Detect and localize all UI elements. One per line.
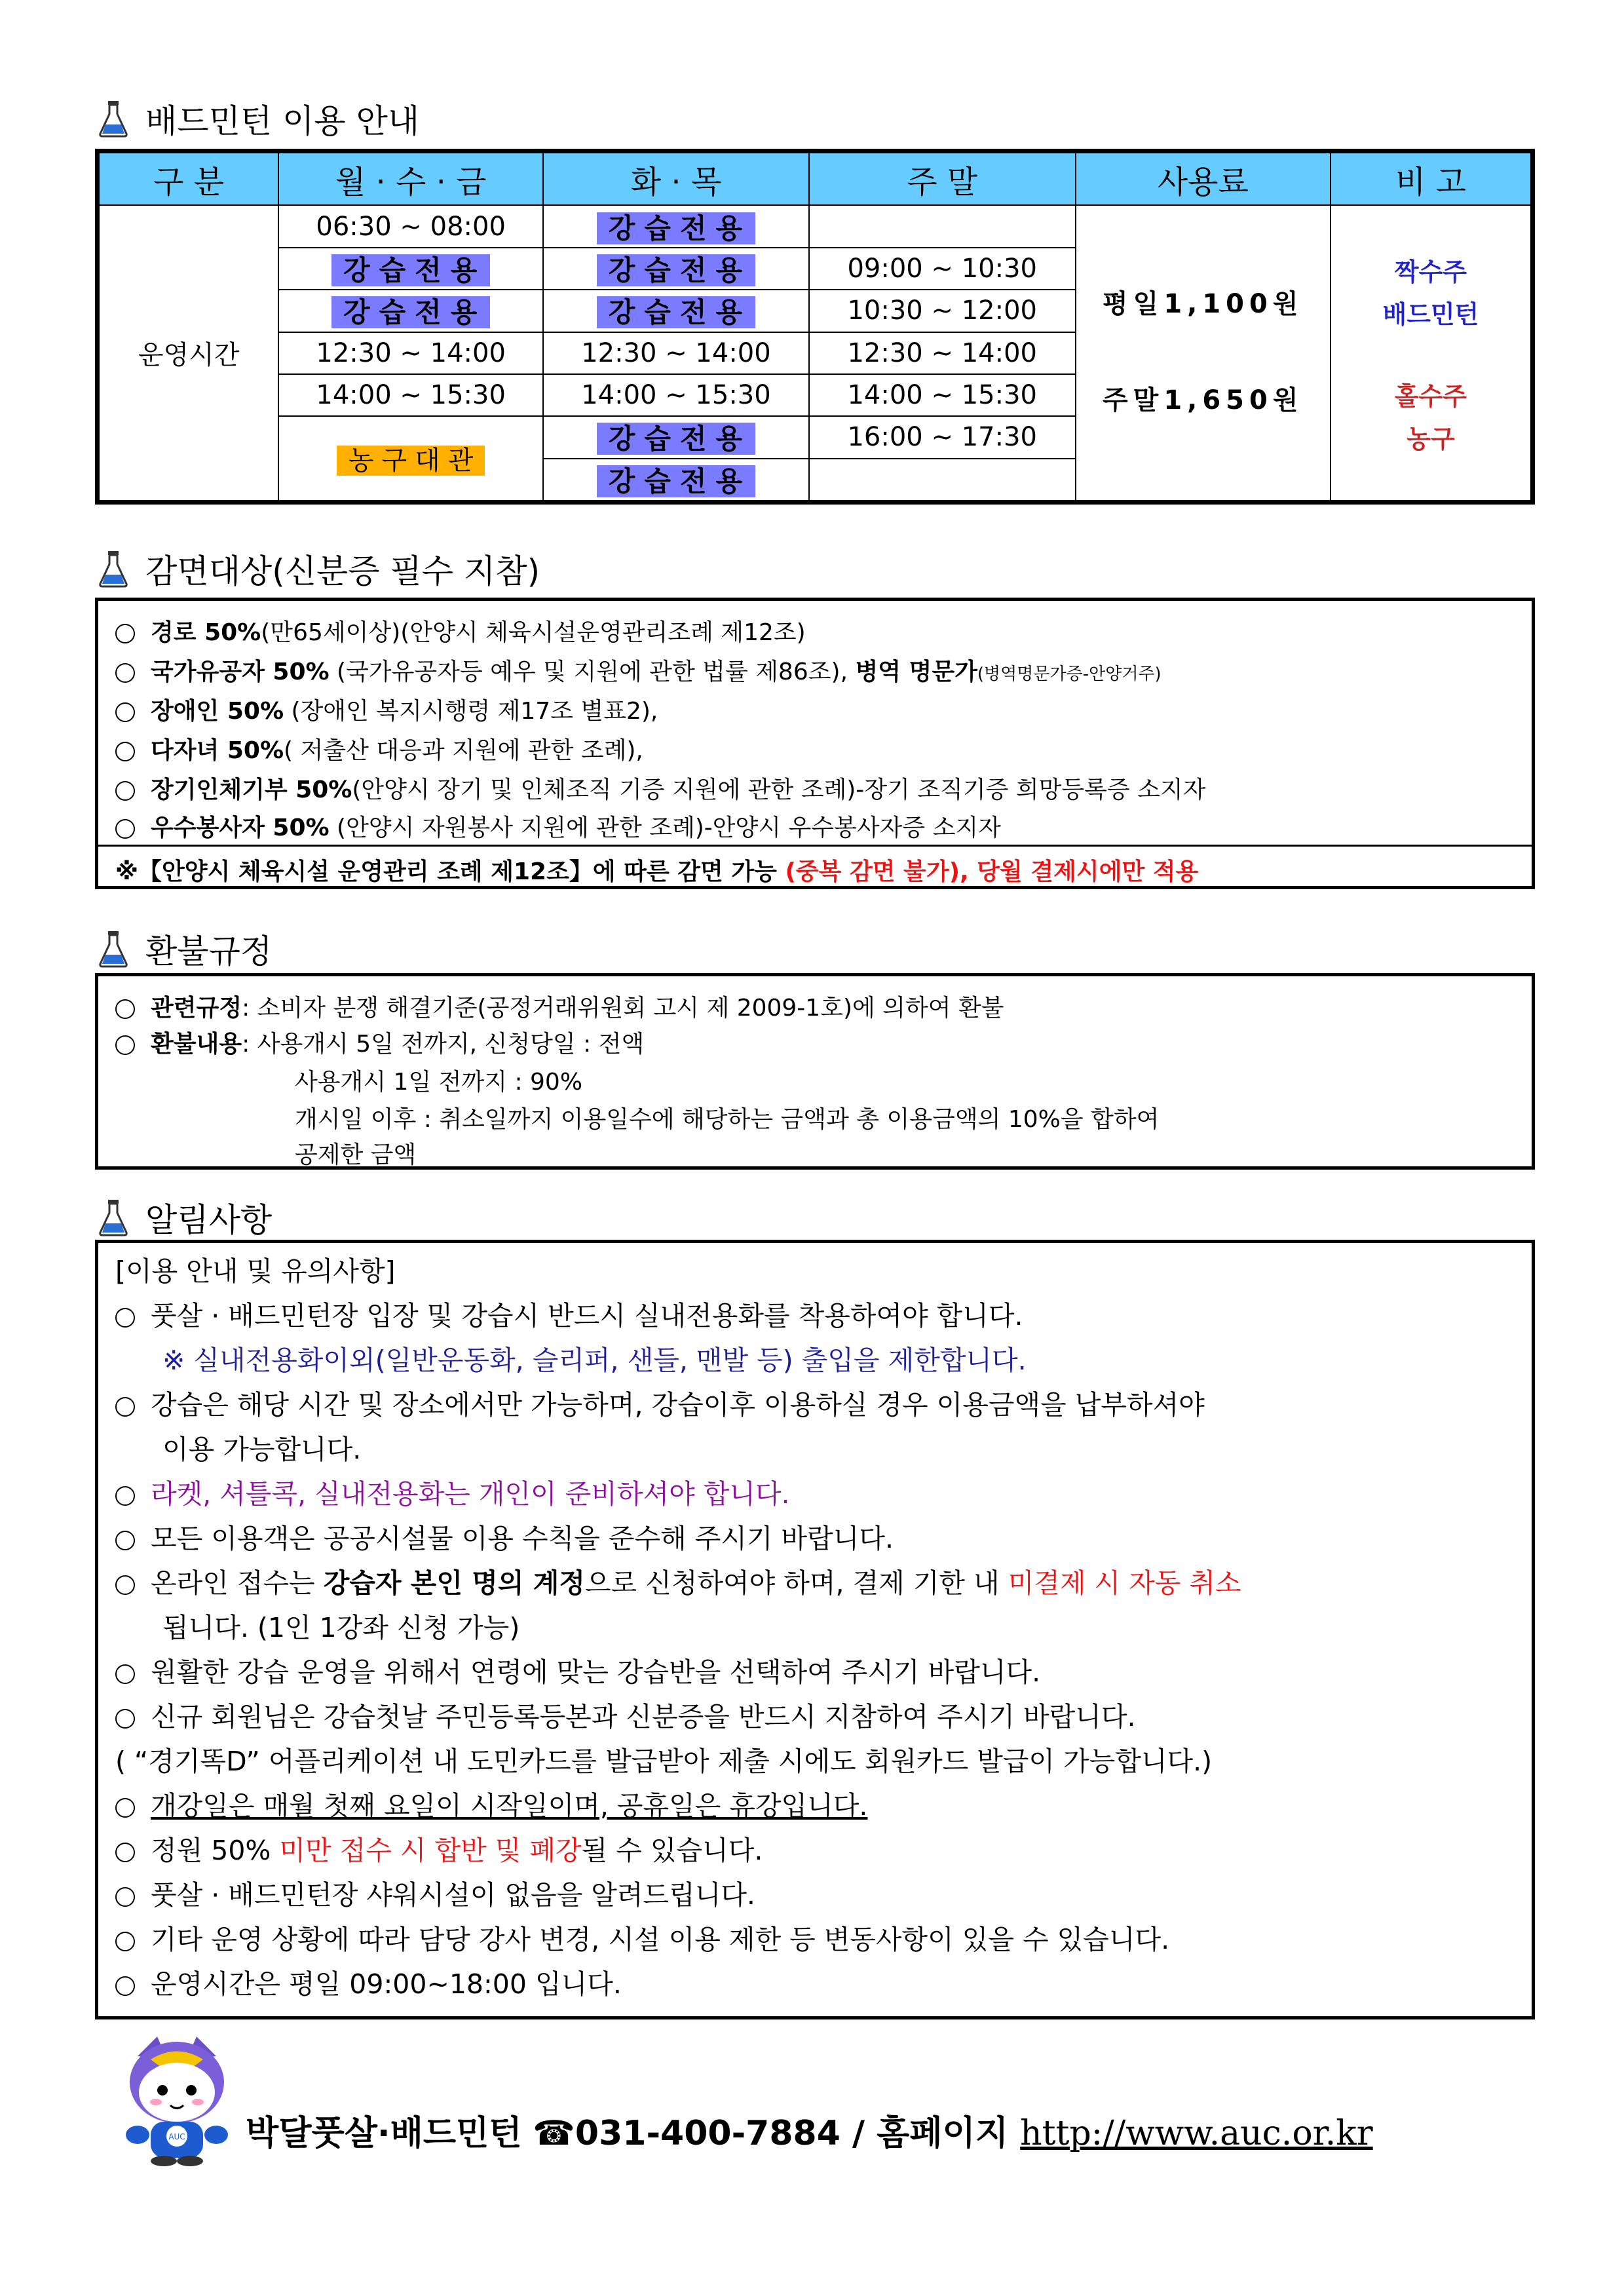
section-title-refund: 환불규정 — [98, 925, 272, 972]
lesson-only-badge: 강습전용 — [597, 465, 755, 497]
discount-footer: ※【안양시 체육시설 운영관리 조례 제12조】에 따른 감면 가능 (중복 감면 불가), 당월 결제시에만 적용 — [115, 858, 1199, 885]
refund-line: 개시일 이후 : 취소일까지 이용일수에 해당하는 금액과 총 이용금액의 10%을 합하여 — [295, 1106, 1160, 1133]
weekend-slot — [809, 459, 1076, 501]
section-title-usage: 배드민턴 이용 안내 — [98, 95, 419, 142]
notice-item: 운영시간은 평일 09:00~18:00 입니다. — [115, 1962, 622, 2001]
discount-box — [95, 598, 1535, 889]
discount-item: 장기인체기부 50%(안양시 장기 및 인체조직 기증 지원에 관한 조례)-장기 조직기증 희망등록증 소지자 — [115, 771, 1205, 805]
refund-content: 환불내용: 사용개시 5일 전까지, 신청당일 : 전액 — [115, 1025, 644, 1059]
fee-cell — [1076, 205, 1331, 501]
weekend-slot — [809, 205, 1076, 247]
circle-bullet-icon — [115, 999, 135, 1019]
weekend-slot: 09:00 ~ 10:30 — [809, 248, 1076, 290]
homepage-label: / 홈페이지 — [840, 2114, 1021, 2153]
circle-bullet-icon — [115, 781, 135, 801]
homepage-link[interactable]: http://www.auc.or.kr — [1020, 2114, 1373, 2153]
mwf-slot: 06:30 ~ 08:00 — [278, 205, 543, 247]
mascot-image — [111, 2030, 242, 2168]
tt-slot — [543, 205, 809, 247]
notice-item: 모든 이용객은 공공시설물 이용 수칙을 준수해 주시기 바랍니다. — [115, 1517, 894, 1556]
basketball-rental-badge: 농구대관 — [337, 446, 485, 476]
circle-bullet-icon — [115, 1575, 135, 1595]
weekend-slot: 10:30 ~ 12:00 — [809, 290, 1076, 332]
notice-box — [95, 1240, 1535, 2019]
circle-bullet-icon — [115, 1843, 135, 1862]
mwf-slot: 14:00 ~ 15:30 — [278, 374, 543, 416]
discount-item: 우수봉사자 50% (안양시 자원봉사 지원에 관한 조례)-안양시 우수봉사자증 소지자 — [115, 809, 1001, 843]
refund-rule: 관련규정: 소비자 분쟁 해결기준(공정거래위원회 고시 제 2009-1호)에 의하여 환불 — [115, 989, 1004, 1023]
discount-item: 장애인 50% (장애인 복지시행령 제17조 별표2), — [115, 693, 658, 726]
lesson-only-badge: 강습전용 — [331, 254, 490, 286]
schedule-table — [98, 152, 1532, 501]
notice-item: 원활한 강습 운영을 위해서 연령에 맞는 강습반을 선택하여 주시기 바랍니다. — [115, 1651, 1040, 1689]
circle-bullet-icon — [115, 1397, 135, 1417]
circle-bullet-icon — [115, 742, 135, 761]
weekend-slot: 16:00 ~ 17:30 — [809, 416, 1076, 458]
circle-bullet-icon — [115, 1932, 135, 1951]
circle-bullet-icon — [115, 1976, 135, 1996]
header-note: 비 고 — [1331, 153, 1531, 205]
fee-weekday: 평일1,100원 — [1103, 288, 1304, 319]
schedule-table-box — [95, 149, 1535, 505]
circle-bullet-icon — [115, 1035, 135, 1055]
row-label: 운영시간 — [99, 205, 278, 501]
mwf-slot: 12:30 ~ 14:00 — [278, 332, 543, 374]
discount-item: 경로 50%(만65세이상)(안양시 체육시설운영관리조례 제12조) — [115, 614, 806, 647]
section-title-notice: 알림사항 — [98, 1194, 272, 1241]
discount-item: 국가유공자 50% (국가유공자등 예우 및 지원에 관한 법률 제86조), 병역 명문가(병역명문가증-안양거주) — [115, 653, 1161, 687]
fee-weekend: 주말1,650원 — [1103, 385, 1304, 415]
circle-bullet-icon — [115, 1664, 135, 1684]
notice-item: 신규 회원님은 강습첫날 주민등록등본과 신분증을 반드시 지참하여 주시기 바랍니다. — [115, 1695, 1136, 1734]
circle-bullet-icon — [115, 1531, 135, 1550]
section-title-discount: 감면대상(신분증 필수 지참) — [98, 545, 540, 592]
circle-bullet-icon — [115, 663, 135, 683]
phone-number: ☎031-400-7884 — [533, 2114, 840, 2153]
notice-item: 강습은 해당 시간 및 장소에서만 가능하며, 강습이후 이용하실 경우 이용금액을 납부하셔야 — [115, 1383, 1205, 1422]
notice-item: 온라인 접수는 강습자 본인 명의 계정으로 신청하여야 하며, 결제 기한 내 미결제 시 자동 취소 — [115, 1561, 1241, 1600]
circle-bullet-icon — [115, 1798, 135, 1818]
flask-icon — [98, 550, 128, 588]
header-category: 구 분 — [99, 153, 278, 205]
weekend-slot: 12:30 ~ 14:00 — [809, 332, 1076, 374]
notice-item-cont: ( “경기똑D” 어플리케이션 내 도민카드를 발급받아 제출 시에도 회원카드 발급이 가능합니다.) — [115, 1746, 1213, 1777]
header-mwf: 월 · 수 · 금 — [278, 153, 543, 205]
note-cell — [1331, 205, 1531, 501]
notice-item-cont: 됩니다. (1인 1강좌 신청 가능) — [162, 1612, 520, 1643]
flask-icon — [98, 930, 128, 968]
refund-line: 공제한 금액 — [295, 1141, 417, 1168]
notice-item: 기타 운영 상황에 따라 담당 강사 변경, 시설 이용 제한 등 변동사항이 있을 수 있습니다. — [115, 1918, 1169, 1957]
note-even-week: 짝수주 — [1394, 257, 1467, 286]
divider — [98, 845, 1532, 847]
circle-bullet-icon — [115, 819, 135, 839]
notice-heading: [이용 안내 및 유의사항] — [115, 1255, 396, 1287]
circle-bullet-icon — [115, 1308, 135, 1328]
facility-name: 박달풋살·배드민턴 — [246, 2114, 522, 2153]
notice-item-cont: 이용 가능합니다. — [162, 1434, 362, 1465]
header-fee: 사용료 — [1076, 153, 1331, 205]
notice-item: 라켓, 셔틀콕, 실내전용화는 개인이 준비하셔야 합니다. — [115, 1472, 790, 1511]
tt-slot: 14:00 ~ 15:30 — [543, 374, 809, 416]
notice-item: 개강일은 매월 첫째 요일이 시작일이며, 공휴일은 휴강입니다. — [115, 1784, 867, 1823]
header-tt: 화 · 목 — [543, 153, 809, 205]
notice-item: 풋살 · 배드민턴장 샤워시설이 없음을 알려드립니다. — [115, 1873, 755, 1912]
circle-bullet-icon — [115, 624, 135, 643]
note-badminton: 배드민턴 — [1382, 299, 1479, 329]
note-basketball: 농구 — [1407, 424, 1455, 453]
flask-icon — [98, 100, 128, 138]
lesson-only-badge: 강습전용 — [597, 212, 755, 244]
circle-bullet-icon — [115, 1887, 135, 1907]
refund-line: 사용개시 1일 전까지 : 90% — [295, 1069, 583, 1096]
footer-contact — [246, 2105, 1373, 2154]
circle-bullet-icon — [115, 1709, 135, 1729]
circle-bullet-icon — [115, 1486, 135, 1506]
notice-item: 풋살 · 배드민턴장 입장 및 강습시 반드시 실내전용화를 착용하여야 합니다. — [115, 1294, 1023, 1333]
notice-item: 정원 50% 미만 접수 시 합반 및 폐강될 수 있습니다. — [115, 1829, 763, 1867]
tt-slot: 12:30 ~ 14:00 — [543, 332, 809, 374]
note-odd-week: 홀수주 — [1394, 381, 1467, 411]
flask-icon — [98, 1198, 128, 1236]
lesson-only-badge: 강습전용 — [597, 254, 755, 286]
discount-item: 다자녀 50%( 저출산 대응과 지원에 관한 조례), — [115, 732, 643, 765]
weekend-slot: 14:00 ~ 15:30 — [809, 374, 1076, 416]
refund-box — [95, 973, 1535, 1170]
notice-sub: ※ 실내전용화이외(일반운동화, 슬리퍼, 샌들, 맨발 등) 출입을 제한합니다. — [162, 1345, 1027, 1376]
lesson-only-badge: 강습전용 — [597, 423, 755, 455]
lesson-only-badge: 강습전용 — [331, 296, 490, 328]
svg-text:AUC: AUC — [168, 2132, 185, 2141]
circle-bullet-icon — [115, 702, 135, 722]
lesson-only-badge: 강습전용 — [597, 296, 755, 328]
header-weekend: 주 말 — [809, 153, 1076, 205]
